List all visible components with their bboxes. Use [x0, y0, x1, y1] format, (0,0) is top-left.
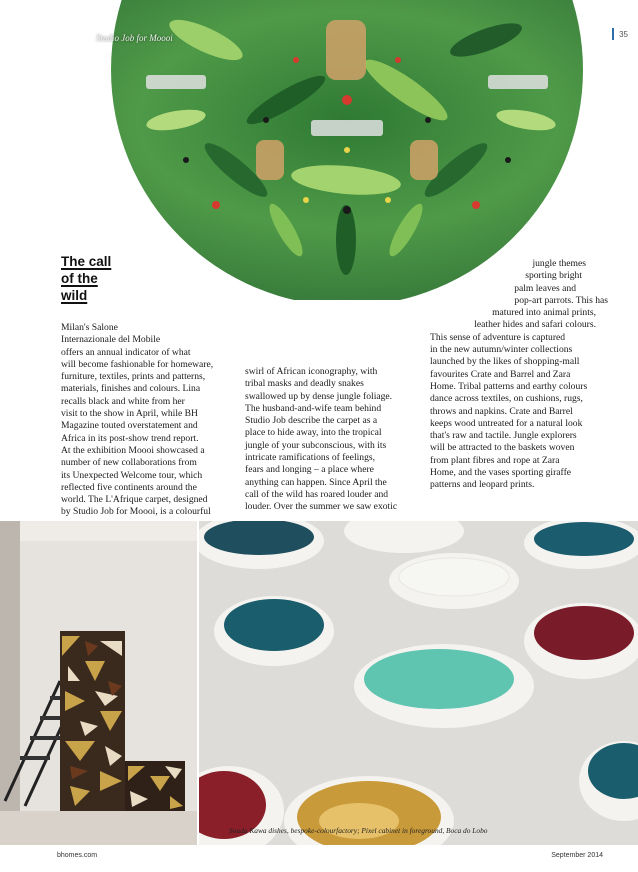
text-line: materials, finishes and colours. Lina: [61, 383, 201, 395]
text-line: furniture, textiles, prints and patterns,: [61, 371, 206, 383]
text-line: throws and napkins. Crate and Barrel: [430, 405, 573, 417]
text-line: leather hides and safari colours.: [474, 319, 596, 331]
page-number: 35: [619, 30, 628, 39]
text-line: will be attracted to the baskets woven: [430, 442, 575, 454]
text-line: patterns and leopard prints.: [430, 479, 535, 491]
image-credit: Studio Job for Moooi: [96, 33, 173, 43]
footer-site: bhomes.com: [57, 852, 98, 859]
text-line: swirl of African iconography, with: [245, 366, 378, 377]
title-line: wild: [61, 288, 88, 303]
text-line: call of the wild has roared louder and: [245, 488, 389, 500]
text-line: intricate ramifications of feelings,: [245, 452, 375, 464]
text-line: offers an annual indicator of what: [61, 346, 191, 358]
article-column-1: [61, 322, 233, 519]
text-line: sporting bright: [525, 270, 582, 282]
text-line: reflected five continents around the: [61, 481, 197, 493]
article-title: [61, 253, 141, 304]
text-line: jungle themes: [532, 258, 586, 269]
text-line: palm leaves and: [514, 282, 576, 294]
text-line: from plant fibres and rope at Zara: [430, 454, 560, 466]
text-line: its Unexpected Welcome tour, which: [61, 469, 203, 481]
text-line: Internazionale del Mobile: [61, 334, 161, 346]
text-line: favourites Crate and Barrel and Zara: [430, 368, 571, 380]
article-column-2: [245, 366, 420, 514]
text-line: Africa in its post-show trend report.: [61, 432, 199, 444]
text-line: The husband-and-wife team behind: [245, 402, 382, 414]
page-accent-bar: [612, 28, 614, 40]
text-line: visit to the show in April, while BH: [61, 408, 198, 420]
text-line: recalls black and white from her: [61, 395, 185, 407]
text-line: number of new collaborations from: [61, 457, 197, 469]
text-line: Home. Tribal patterns and earthy colours: [430, 380, 588, 392]
cabinet-photo: [0, 521, 197, 845]
text-line: launched by the likes of shopping-mall: [430, 356, 580, 368]
text-line: At the exhibition Moooi showcased a: [61, 444, 205, 456]
text-line: Home, and the vases sporting giraffe: [430, 467, 572, 479]
text-line: louder. Over the summer we saw exotic: [245, 501, 398, 513]
text-line: swallowed up by dense jungle foliage.: [245, 390, 393, 402]
title-line: of the: [61, 271, 98, 286]
photo-caption: Souda Kawa dishes, bespoke-colourfactory; Pixel cabinet in foreground, Boca do Lobo: [229, 826, 488, 835]
carpet-image: [56, 0, 638, 300]
article-column-3: [430, 258, 610, 492]
text-line: place to hide away, into the tropical: [245, 427, 382, 439]
text-line: will become fashionable for homeware,: [61, 358, 214, 370]
text-line: Magazine touted overstatement and: [61, 420, 198, 432]
text-line: jungle of your subconscious, with its: [245, 439, 387, 451]
text-line: tribal masks and deadly snakes: [245, 378, 364, 390]
footer-date: September 2014: [551, 852, 603, 859]
text-line: Studio Job describe the carpet as a: [245, 415, 378, 427]
text-line: by Studio Job for Moooi, is a colourful: [61, 506, 211, 518]
text-line: keeps wood untreated for a natural look: [430, 417, 583, 429]
title-line: The call: [61, 254, 112, 269]
text-line: in the new autumn/winter collections: [430, 344, 573, 356]
text-line: fears and longing – a place where: [245, 464, 374, 476]
text-line: Milan's Salone: [61, 322, 118, 333]
text-line: that's raw and tactile. Jungle explorers: [430, 430, 577, 442]
text-line: This sense of adventure is captured: [430, 331, 566, 343]
text-line: pop-art parrots. This has: [514, 294, 608, 306]
text-line: anything can happen. Since April the: [245, 476, 387, 488]
bowls-photo: [199, 521, 638, 845]
text-line: dance across textiles, on cushions, rugs,: [430, 393, 583, 405]
text-line: matured into animal prints,: [492, 307, 596, 319]
text-line: world. The L'Afrique carpet, designed: [61, 494, 208, 506]
